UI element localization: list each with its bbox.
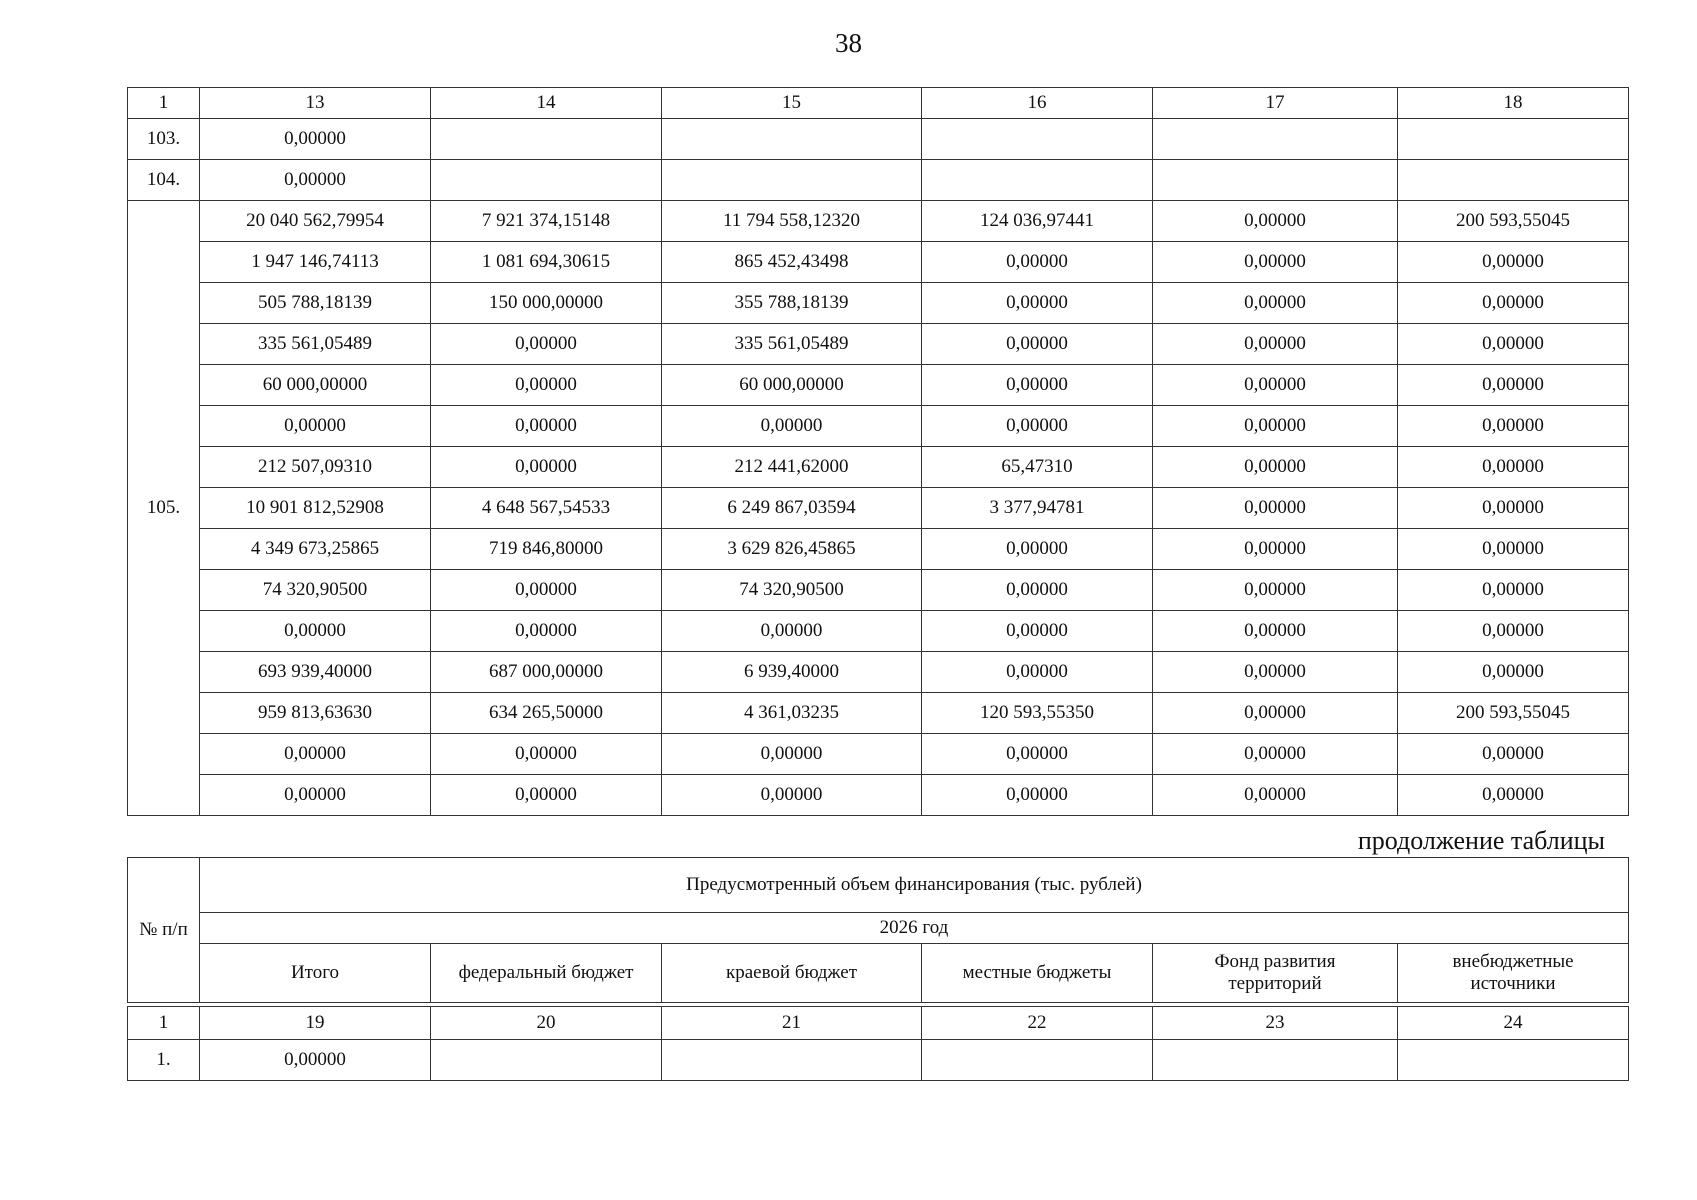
table-cell: 0,00000 [200,1040,431,1081]
table-cell: 0,00000 [1398,570,1629,611]
subheader-federal [431,944,662,1003]
subheader-label: местные бюджеты [962,962,1112,984]
subheader-local [922,944,1153,1003]
row-number: 104. [128,160,200,201]
column-number: 13 [200,88,431,119]
table-cell [1153,1040,1398,1081]
table-cell: 0,00000 [1153,365,1398,406]
column-number: 15 [662,88,922,119]
table-cell: 4 349 673,25865 [200,529,431,570]
table-cell: 0,00000 [200,611,431,652]
table-cell: 212 507,09310 [200,447,431,488]
table-cell: 4 361,03235 [662,693,922,734]
table-cell: 0,00000 [922,611,1153,652]
table-cell [922,1040,1153,1081]
table-cell: 7 921 374,15148 [431,201,662,242]
table-cell: 212 441,62000 [662,447,922,488]
table-cell: 20 040 562,79954 [200,201,431,242]
table-cell [431,1040,662,1081]
table-cell: 0,00000 [922,734,1153,775]
table-cell: 0,00000 [1153,488,1398,529]
table-cell: 0,00000 [1153,406,1398,447]
table-row [128,652,1629,693]
table-cell: 505 788,18139 [200,283,431,324]
table-cell: 0,00000 [431,324,662,365]
column-number: 14 [431,88,662,119]
table-cell: 0,00000 [922,406,1153,447]
table-cell: 719 846,80000 [431,529,662,570]
table-row [128,406,1629,447]
table-cell: 865 452,43498 [662,242,922,283]
table-cell: 0,00000 [1153,734,1398,775]
table-row [128,488,1629,529]
header-row [128,913,1629,944]
subheader-label: федеральный бюджет [458,962,634,984]
table-row [128,1040,1629,1081]
table-cell: 0,00000 [1398,775,1629,816]
table-cell: 11 794 558,12320 [662,201,922,242]
table-cell: 0,00000 [1398,283,1629,324]
column-number: 21 [662,1007,922,1040]
table-cell [662,160,922,201]
table-cell: 335 561,05489 [662,324,922,365]
row-number: 103. [128,119,200,160]
table-cell [1398,119,1629,160]
subheader-total [200,944,431,1003]
table-cell: 60 000,00000 [200,365,431,406]
table-cell [431,160,662,201]
table-row [128,160,1629,201]
subheader-label: Фонд развития территорий [1214,951,1336,994]
financing-table-body [128,88,1629,816]
table-cell: 0,00000 [1153,324,1398,365]
table-cell: 355 788,18139 [662,283,922,324]
table-cell: 10 901 812,52908 [200,488,431,529]
table-cell: 0,00000 [431,406,662,447]
column-number: 16 [922,88,1153,119]
table-cell: 0,00000 [922,570,1153,611]
table-cell: 0,00000 [1398,488,1629,529]
financing-table [127,87,1629,816]
funding-header: Предусмотренный объем финансирования (тыс. рублей) [200,858,1629,913]
table-cell: 0,00000 [1153,283,1398,324]
continuation-label: продолжение таблицы [1357,826,1605,855]
financing-table-continuation [127,1006,1629,1081]
table-cell: 0,00000 [200,160,431,201]
table-cell: 74 320,90500 [662,570,922,611]
table-cell: 0,00000 [431,447,662,488]
table-cell [1153,160,1398,201]
table-cell [431,119,662,160]
column-number: 1 [128,1007,200,1040]
table-cell: 959 813,63630 [200,693,431,734]
table-cell: 150 000,00000 [431,283,662,324]
table-cell: 0,00000 [922,283,1153,324]
table-cell: 0,00000 [1398,447,1629,488]
table-row [128,447,1629,488]
table-cell: 0,00000 [1153,611,1398,652]
table-cell: 0,00000 [200,119,431,160]
column-number: 23 [1153,1007,1398,1040]
year-header: 2026 год [200,913,1629,944]
table-cell: 200 593,55045 [1398,201,1629,242]
table-cell: 0,00000 [662,611,922,652]
table-cell: 0,00000 [200,406,431,447]
table-cell: 0,00000 [431,365,662,406]
table-cell: 335 561,05489 [200,324,431,365]
table-cell: 0,00000 [1153,201,1398,242]
table-cell: 0,00000 [662,406,922,447]
table-cell: 0,00000 [1398,242,1629,283]
table-cell: 124 036,97441 [922,201,1153,242]
column-number: 22 [922,1007,1153,1040]
subheader-label: Итого [290,962,340,984]
table-cell: 0,00000 [922,775,1153,816]
table-cell: 0,00000 [1153,693,1398,734]
table-row [128,324,1629,365]
table-cell: 0,00000 [662,734,922,775]
table-row [128,570,1629,611]
table-cell: 0,00000 [1153,775,1398,816]
table-row [128,242,1629,283]
table-cell: 1 081 694,30615 [431,242,662,283]
table-cell: 3 629 826,45865 [662,529,922,570]
header-row [128,858,1629,913]
table-cell: 0,00000 [1153,242,1398,283]
table-cell [662,1040,922,1081]
table-cell: 0,00000 [1398,406,1629,447]
column-number-row [128,88,1629,119]
financing-table-continuation-header [127,857,1629,1003]
column-number: 17 [1153,88,1398,119]
table-cell: 0,00000 [922,242,1153,283]
table-row [128,119,1629,160]
table-cell: 200 593,55045 [1398,693,1629,734]
table-cell: 0,00000 [922,529,1153,570]
table-cell: 0,00000 [1398,611,1629,652]
table-cell: 60 000,00000 [662,365,922,406]
column-number-row [128,1007,1629,1040]
table-cell: 3 377,94781 [922,488,1153,529]
table-cell: 0,00000 [922,365,1153,406]
number-column-header: № п/п [128,858,200,1003]
table-cell: 0,00000 [1398,365,1629,406]
table-cell: 0,00000 [1153,570,1398,611]
table-row [128,693,1629,734]
table-cell [1398,160,1629,201]
table-cell: 693 939,40000 [200,652,431,693]
table-cell: 0,00000 [431,611,662,652]
subheader-label: краевой бюджет [725,962,858,984]
row-number: 105. [128,201,200,816]
table-cell: 0,00000 [431,570,662,611]
table-cell [1398,1040,1629,1081]
table-cell [922,160,1153,201]
table-cell: 1 947 146,74113 [200,242,431,283]
column-number: 1 [128,88,200,119]
table-cell [662,119,922,160]
table-cell: 65,47310 [922,447,1153,488]
column-number: 19 [200,1007,431,1040]
table-cell: 6 939,40000 [662,652,922,693]
table-row [128,734,1629,775]
table-cell: 6 249 867,03594 [662,488,922,529]
subheader-fund [1153,944,1398,1003]
table-cell: 0,00000 [1398,324,1629,365]
table-row [128,529,1629,570]
table-row [128,365,1629,406]
table-cell: 0,00000 [1153,652,1398,693]
table-cell: 4 648 567,54533 [431,488,662,529]
table-cell: 0,00000 [1398,734,1629,775]
table-row [128,283,1629,324]
table-row [128,775,1629,816]
table-cell: 0,00000 [1398,529,1629,570]
table-row [128,201,1629,242]
table-cell: 0,00000 [1398,652,1629,693]
table-cell: 0,00000 [431,775,662,816]
table-cell: 687 000,00000 [431,652,662,693]
table-cell: 0,00000 [1153,447,1398,488]
column-number: 18 [1398,88,1629,119]
table-cell: 0,00000 [200,775,431,816]
subheader-regional [662,944,922,1003]
column-number: 20 [431,1007,662,1040]
table-cell: 0,00000 [1153,529,1398,570]
table-cell: 0,00000 [922,324,1153,365]
table-cell [1153,119,1398,160]
subheader-label: внебюджетные источники [1452,951,1574,994]
table-cell: 120 593,55350 [922,693,1153,734]
table-row [128,611,1629,652]
subheader-offbudget [1398,944,1629,1003]
row-number: 1. [128,1040,200,1081]
table-cell: 0,00000 [662,775,922,816]
table-cell: 0,00000 [922,652,1153,693]
table-cell: 0,00000 [200,734,431,775]
page-number: 38 [835,28,862,58]
table-cell: 634 265,50000 [431,693,662,734]
column-number: 24 [1398,1007,1629,1040]
table-cell: 74 320,90500 [200,570,431,611]
table-cell: 0,00000 [431,734,662,775]
table-cell [922,119,1153,160]
header-row [128,944,1629,1003]
